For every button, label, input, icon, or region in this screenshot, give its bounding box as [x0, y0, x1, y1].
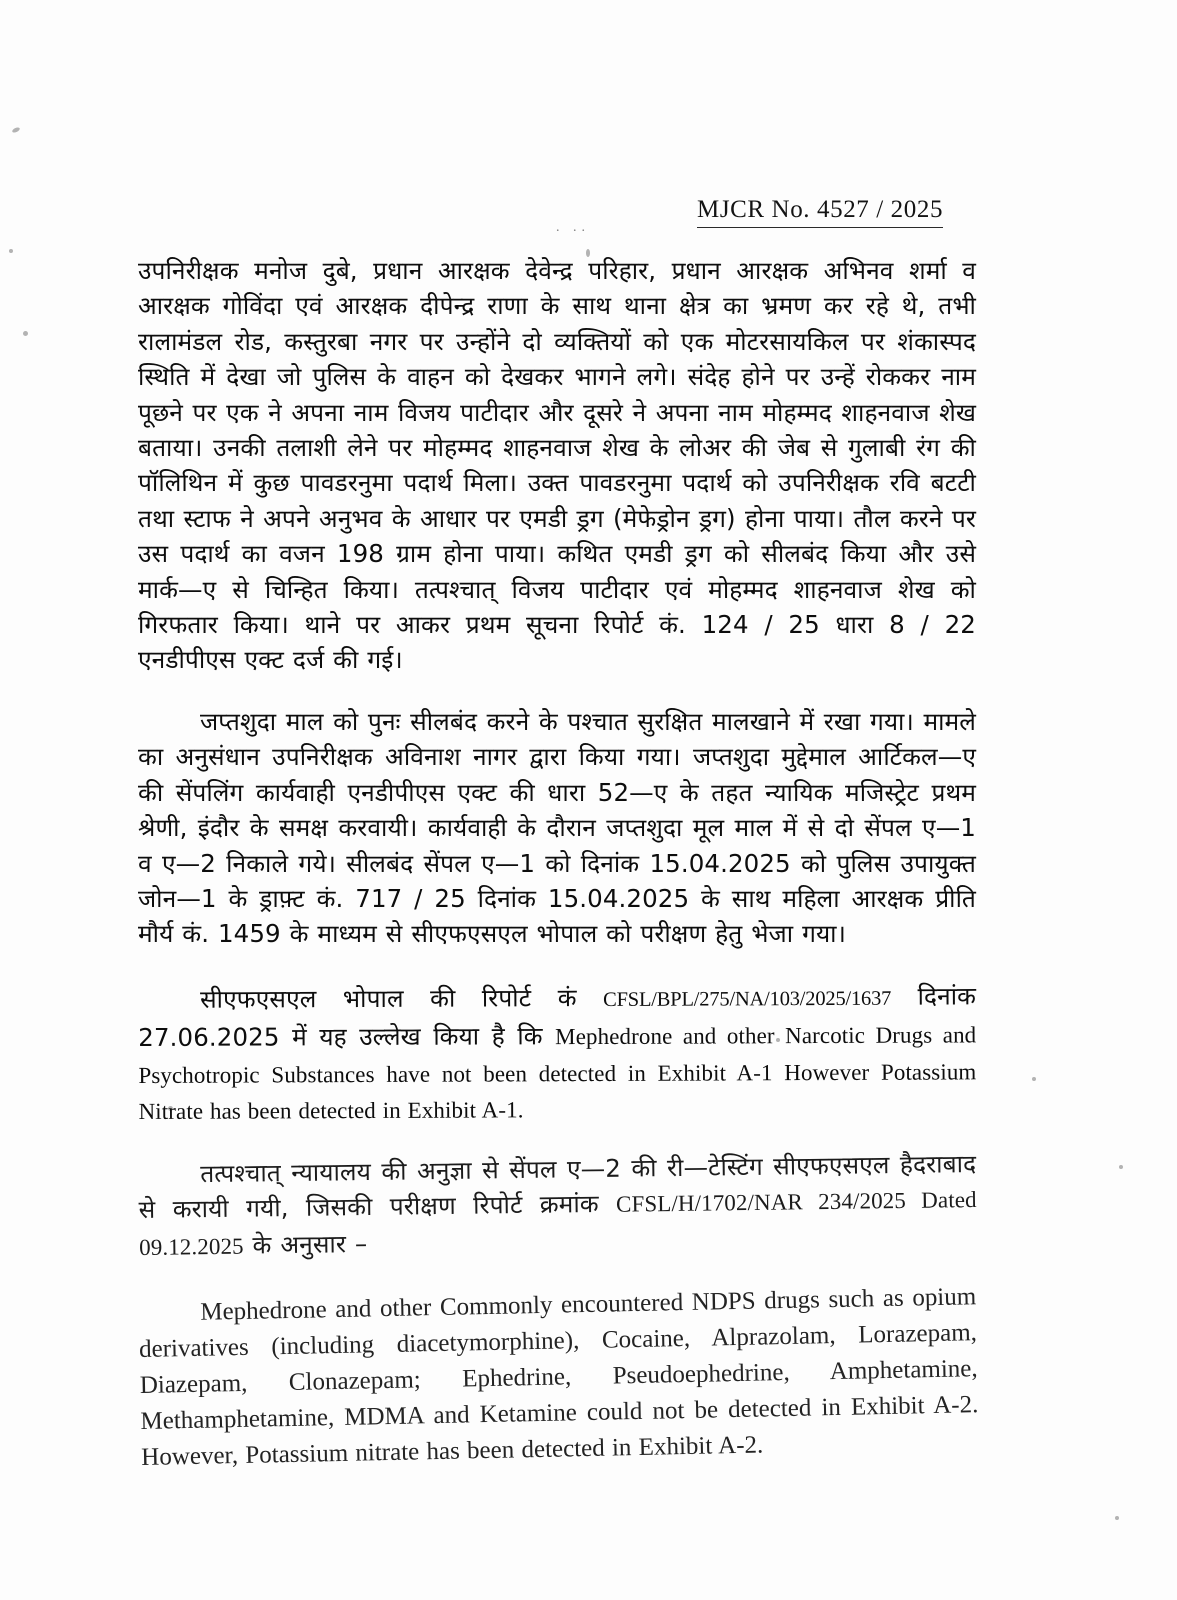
- cfsl-bhopal-hindi-middle: दिनांक 27.06.2025 में यह उल्लेख किया है कि: [138, 981, 977, 1053]
- paragraph-sampling: जप्तशुदा माल को पुनः सीलबंद करने के पश्चात सुरक्षित मालखाने में रखा गया। मामले का अनुसंधान उपनिरीक्षक अविनाश नागर द्वारा किया गया। जप्तशुदा मुद्देमाल आर्टिकल—ए की सेंपलिंग कार्यवाही एनडीपीएस एक्ट की धारा 52—ए के तहत न्यायिक मजिस्ट्रेट प्रथम श्रेणी, इंदौर के समक्ष करवायी। कार्यवाही के दौरान जप्तशुदा मूल माल में से दो सेंपल ए—1 व ए—2 निकाले गये। सीलबंद सेंपल ए—1 को दिनांक 15.04.2025 को पुलिस उपायुक्त जोन—1 के ड्राफ़्ट कं. 717 / 25 दिनांक 15.04.2025 के साथ महिला आरक्षक प्रीति मौर्य कं. 1459 के माध्यम से सीएफएसएल भोपाल को परीक्षण हेतु भेजा गया।: [138, 706, 976, 949]
- retesting-hindi-tail: के अनुसार –: [252, 1229, 368, 1260]
- retesting-hindi-prefix: तत्पश्चात् न्यायालय की अनुज्ञा से सेंपल ए—2 की री—टेस्टिंग सीएफएसएल हैदराबाद से करायी गयी, जिसकी परीक्षण रिपोर्ट क्रमांक: [138, 1149, 977, 1225]
- scan-speckle: [23, 331, 28, 336]
- cfsl-bhopal-english-finding: Mephedrone and other Narcotic Drugs and Psychotropic Substances have not been detected in Exhibit A-1 However Potassium Nitrate has been detected in Exhibit A-1.: [138, 1022, 977, 1124]
- paragraph-cfsl-hyderabad-finding: Mephedrone and other Commonly encountered NDPS drugs such as opium derivatives (including diacetymorphine), Cocaine, Alprazolam, Lorazepam, Diazepam, Clonazepam; Ephedrine, Pseudoephedrine, Amphetamine, Methamphetamine, MDMA and Ketamine could not be detected in Exhibit A-2. However, Potassium nitrate has been detected in Exhibit A-2.: [138, 1282, 979, 1471]
- paragraph-cfsl-bhopal: [138, 978, 977, 1129]
- paragraph-retesting: [138, 1146, 977, 1265]
- cfsl-bhopal-report-number: CFSL/BPL/275/NA/103/2025/1637: [603, 987, 892, 1011]
- header-stray-marks: . ..: [556, 220, 590, 235]
- document-body: [138, 253, 979, 1476]
- scan-speckle: [1119, 1165, 1123, 1169]
- scan-speckle: [12, 126, 21, 133]
- document-header: [0, 196, 1177, 242]
- mjcr-number: MJCR No. 4527 / 2025: [697, 196, 943, 228]
- cfsl-hyderabad-report-number: CFSL/H/1702/NAR 234/2025 Dated 09.12.2025: [139, 1187, 977, 1261]
- scan-speckle: [1115, 1516, 1119, 1520]
- scan-speckle: [9, 249, 13, 253]
- cfsl-bhopal-hindi-prefix: सीएफएसएल भोपाल की रिपोर्ट कं: [200, 982, 577, 1014]
- paragraph-arrest-seizure: उपनिरीक्षक मनोज दुबे, प्रधान आरक्षक देवेन्द्र परिहार, प्रधान आरक्षक अभिनव शर्मा व आरक्षक गोविंदा एवं आरक्षक दीपेन्द्र राणा के साथ थाना क्षेत्र का भ्रमण कर रहे थे, तभी रालामंडल रोड, कस्तुरबा नगर पर उन्होंने दो व्यक्तियों को एक मोटरसायकिल पर शंकास्पद स्थिति में देखा जो पुलिस के वाहन को देखकर भागने लगे। संदेह होने पर उन्हें रोककर नाम पूछने पर एक ने अपना नाम विजय पाटीदार और दूसरे ने अपना नाम मोहम्मद शाहनवाज शेख बताया। उनकी तलाशी लेने पर मोहम्मद शाहनवाज शेख के लोअर की जेब से गुलाबी रंग की पॉलिथिन में कुछ पावडरनुमा पदार्थ मिला। उक्त पावडरनुमा पदार्थ को उपनिरीक्षक रवि बटटी तथा स्टाफ ने अपने अनुभव के आधार पर एमडी ड्रग (मेफेड्रोन ड्रग) होना पाया। तौल करने पर उस पदार्थ का वजन 198 ग्राम होना पाया। कथित एमडी ड्रग को सीलबंद किया और उसे मार्क—ए से चिन्हित किया। तत्पश्चात् विजय पाटीदार एवं मोहम्मद शाहनवाज शेख को गिरफतार किया। थाने पर आकर प्रथम सूचना रिपोर्ट कं. 124 / 25 धारा 8 / 22 एनडीपीएस एक्ट दर्ज की गई।: [138, 256, 976, 675]
- scan-speckle: [1032, 1077, 1036, 1081]
